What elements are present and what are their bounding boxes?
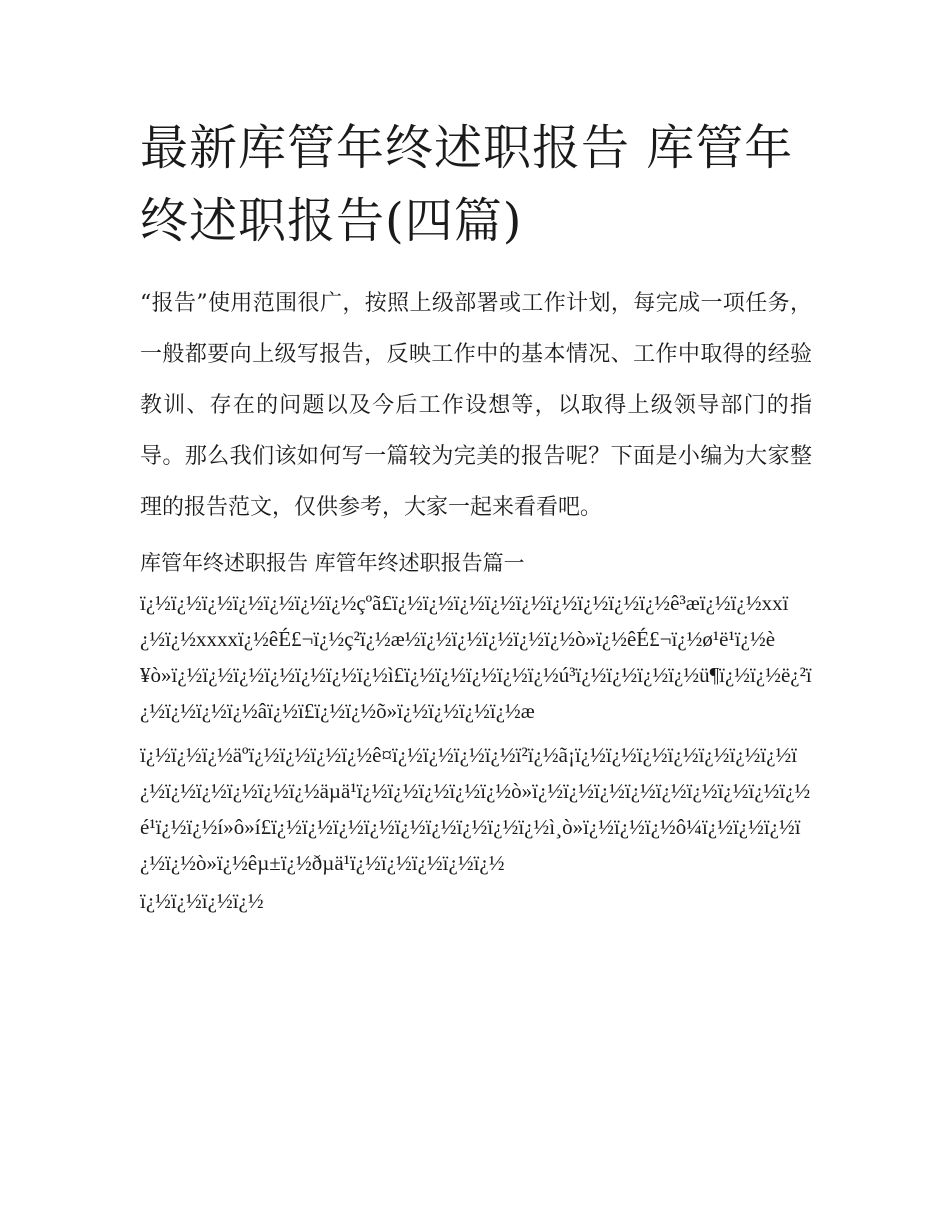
garbled-paragraph-2: ï¿½ï¿½ï¿½äºï¿½ï¿½ï¿½ï¿½ê¤ï¿½ï¿½ï¿½ï¿½ï²ï¿½ã¡ï¿½ï¿½ï¿½ï¿½ï¿½ï¿½ï¿½ï¿½ï¿½ï¿½ï¿½ï¿½ï¿½äµä¹ï¿½ï¿½ï¿½ï¿½ï¿½ò»ï¿½ï¿½ï¿½ï¿½ï¿½ï¿½ï¿½ï¿½ï¿½é¹ï¿½ï¿½í»ô»í£ï¿½ï¿½ï¿½ï¿½ï¿½ï¿½ï¿½ï¿½ï¿½ì¸ò»ï¿½ï¿½ï¿½ô¼ï¿½ï¿½ï¿½ï¿½ï¿½ò»ï¿½êµ±ï¿½ðµä¹ï¿½ï¿½ï¿½ï¿½ï¿½ xyxy=(140,743,811,875)
section-heading: 库管年终述职报告 库管年终述职报告篇一 xyxy=(140,551,525,575)
garbled-paragraph-3: ï¿½ï¿½ï¿½ï¿½ xyxy=(140,889,264,913)
intro-paragraph: “报告”使用范围很广，按照上级部署或工作计划，每完成一项任务，一般都要向上级写报告，反映工作中的基本情况、工作中取得的经验教训、存在的问题以及今后工作设想等，以取得上级领导部门的指导。那么我们该如何写一篇较为完美的报告呢？下面是小编为大家整理的报告范文，仅供参考，大家一起来看看吧。 xyxy=(140,291,812,520)
garbled-paragraph-1: ï¿½ï¿½ï¿½ï¿½ï¿½ï¿½ï¿½çºã£ï¿½ï¿½ï¿½ï¿½ï¿½ï¿½ï¿½ï¿½ï¿½ê³æï¿½ï¿½xxï¿½ï¿½xxxxï¿½êÉ£¬ï¿½ç²ï¿½æ½ï¿½ï¿½ï¿½ï¿½ï¿½ò»ï¿½êÉ£¬ï¿½ø¹ë¹ï¿½è¥ò»ï¿½ï¿½ï¿½ï¿½ï¿½ï¿½ï¿½ì£ï¿½ï¿½ï¿½ï¿½ï¿½ú³ï¿½ï¿½ï¿½ï¿½ü¶ï¿½ï¿½ë¿²ï¿½ï¿½ï¿½ï¿½âï¿½ï£ï¿½ï¿½õ»ï¿½ï¿½ï¿½ï¿½æ xyxy=(140,591,812,723)
document-title: 最新库管年终述职报告 库管年终述职报告(四篇) xyxy=(140,120,794,249)
document-page xyxy=(140,112,812,919)
